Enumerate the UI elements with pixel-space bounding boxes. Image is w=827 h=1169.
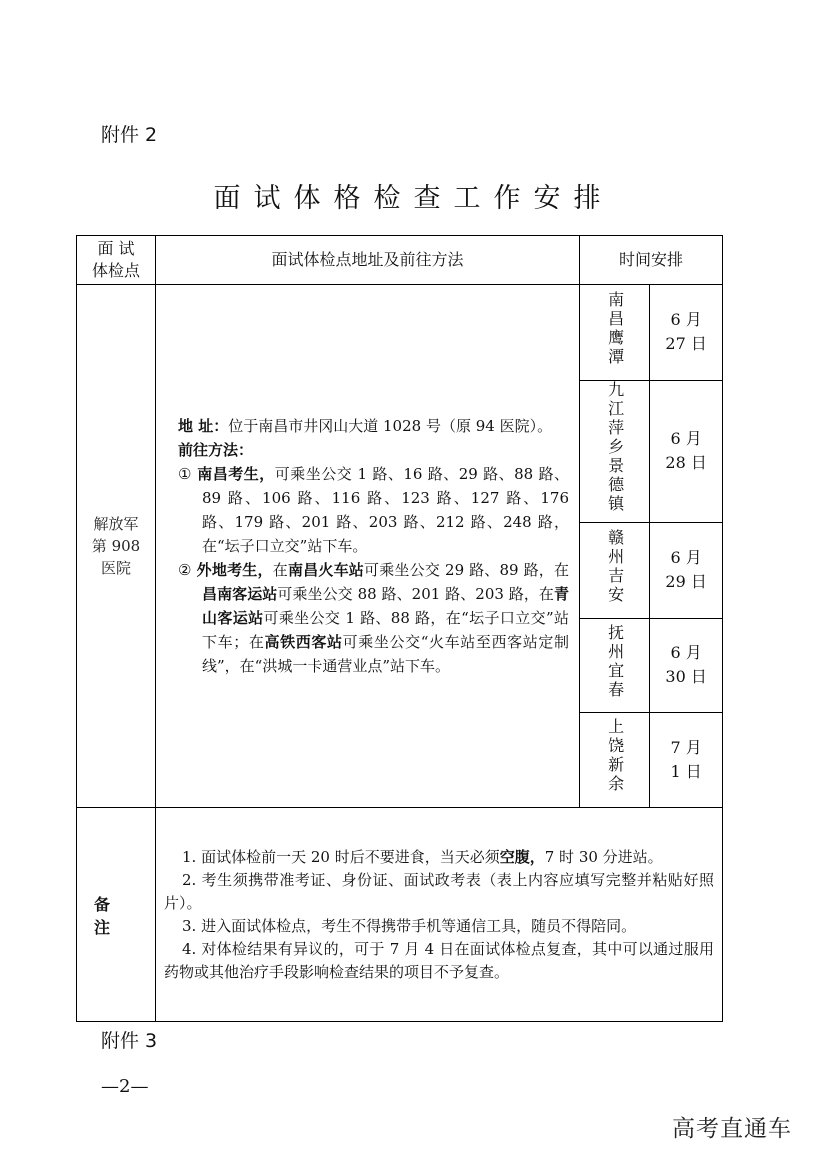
address-label: 地 址： <box>178 417 229 435</box>
note-3: 3. 进入面试体检点，考生不得携带手机等通信工具，随员不得陪同。 <box>182 916 637 935</box>
site-name: 解放军 第 908 医院 <box>77 285 156 808</box>
schedule-date: 6 月 27 日 <box>650 285 722 380</box>
schedule-cities: 九江萍乡景德镇 <box>580 380 650 522</box>
document-title: 面试体格检查工作安排 <box>213 183 614 214</box>
note-4: 4. 对体检结果有异议的，可于 7 月 4 日在面试体检点复查，其中可以通过服用药物或其他治疗手段影响检查结果的项目不予复查。 <box>164 939 714 981</box>
header-schedule: 时间安排 <box>580 236 723 285</box>
header-site: 面 试 体检点 <box>77 236 156 285</box>
route-item-1: ① 南昌考生，可乘坐公交 1 路、16 路、29 路、88 路、89 路、106 路、116 路、123 路、127 路、176 路、179 路、201 路、203 路、212 路、248 路，在“坛子口立交”站下车。 <box>178 465 569 555</box>
attachment-3-label: 附件 3 <box>101 1030 158 1052</box>
route-label: 前往方法： <box>178 441 254 459</box>
route-item-2: ② 外地考生，在南昌火车站可乘坐公交 29 路、89 路，在昌南客运站可乘坐公交 88 路、201 路、203 路，在青山客运站可乘坐公交 1 路、88 路，在“坛子口立交”站下车；在高铁西客站可乘坐公交“火车站至西客站定制线”，在“洪城一卡通营业点”站下车。 <box>178 561 569 675</box>
schedule-cities: 上饶新余 <box>580 712 650 807</box>
header-address: 面试体检点地址及前往方法 <box>156 236 580 285</box>
schedule-subtable <box>580 285 722 807</box>
schedule-cities: 抚州宜春 <box>580 618 650 712</box>
schedule-date: 7 月 1 日 <box>670 737 702 781</box>
address-text: 位于南昌市井冈山大道 1028 号（原 94 医院）。 <box>228 417 553 435</box>
schedule-date: 6 月 29 日 <box>650 522 722 618</box>
schedule-cities: 南昌鹰潭 <box>580 285 650 380</box>
schedule-cell <box>580 285 723 808</box>
address-cell <box>156 285 580 808</box>
schedule-table <box>76 235 723 1022</box>
note-2: 2. 考生须携带准考证、身份证、面试政考表（表上内容应填写完整并粘贴好照片）。 <box>164 870 714 912</box>
notes-cell <box>156 808 723 1022</box>
schedule-cities: 赣州吉安 <box>580 522 650 618</box>
page-number: —2— <box>101 1076 149 1097</box>
schedule-date: 6 月 30 日 <box>650 618 722 712</box>
watermark-text: 高考直通车 <box>672 1116 792 1142</box>
notes-label: 备注 <box>77 808 156 1022</box>
attachment-2-label: 附件 2 <box>101 124 158 146</box>
note-1: 1. 面试体检前一天 20 时后不要进食，当天必须空腹，7 时 30 分进站。 <box>182 847 663 866</box>
address-line <box>178 414 569 438</box>
schedule-date: 6 月 28 日 <box>650 380 722 522</box>
